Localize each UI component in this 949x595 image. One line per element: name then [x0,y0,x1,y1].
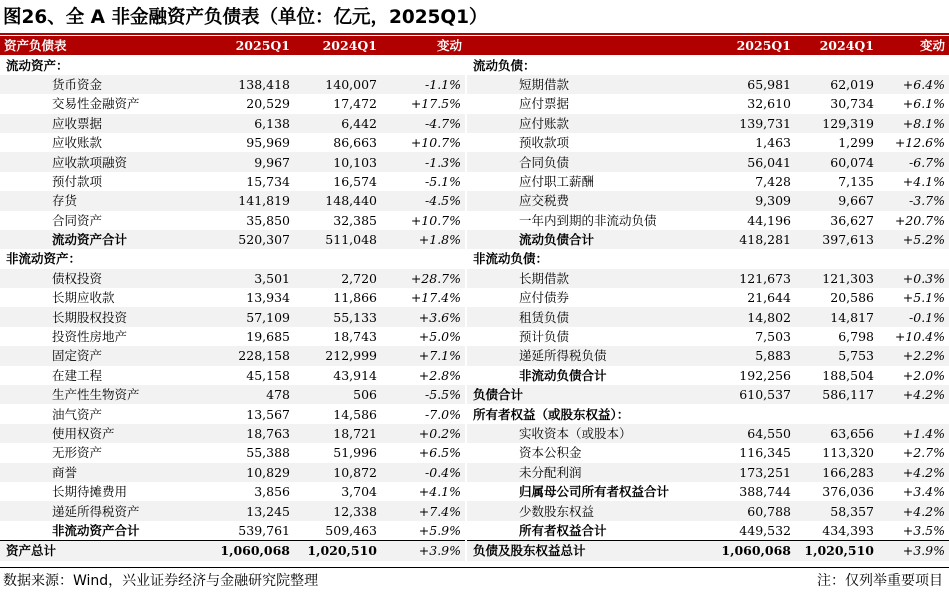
table-row [0,172,949,191]
right-item-name: 租赁负债 [466,307,715,326]
table-row [0,366,949,385]
right-value-2024q1: 121,303 [795,269,878,288]
right-change [878,55,949,74]
left-change: +5.0% [381,327,466,346]
right-value-2024q1: 129,319 [795,114,878,133]
left-item-name: 预付款项 [52,173,103,189]
table-row [0,75,949,94]
left-value-2024q1: 511,048 [294,230,381,249]
left-change: +2.8% [381,366,466,385]
right-item-name: 应付票据 [519,96,570,112]
left-value-2024q1: 18,721 [294,424,381,443]
right-item-name: 流动负债合计 [466,230,715,249]
left-value-2025q1: 539,761 [238,522,290,538]
right-value-2025q1: 173,251 [715,463,795,482]
table-row [0,55,949,74]
right-item-name: 资本公积金 [519,445,582,461]
right-item-name: 负债及股东权益总计 [466,541,715,561]
right-value-2024q1: 188,504 [822,367,874,383]
left-value-2024q1 [294,249,381,268]
table-row [0,152,949,171]
left-item-name: 债权投资 [0,269,210,288]
right-value-2025q1: 21,644 [747,290,791,306]
right-change: +12.6% [894,135,945,151]
right-value-2025q1 [715,404,795,423]
left-change: +4.1% [381,482,466,501]
left-value-2025q1: 10,829 [210,463,294,482]
left-value-2025q1: 3,501 [210,269,294,288]
right-value-2024q1: 9,667 [795,191,878,210]
table-row [0,521,949,541]
right-value-2024q1: 1,020,510 [795,541,878,561]
right-value-2024q1 [795,55,878,74]
left-value-2024q1: 17,472 [333,96,377,112]
table-row [0,249,949,268]
right-change: -0.1% [878,307,949,326]
left-change: +0.2% [381,424,466,443]
right-change: +4.2% [878,501,949,520]
right-item-name: 少数股东权益 [466,501,715,520]
right-value-2024q1: 58,357 [795,501,878,520]
left-item-name: 非流动资产： [6,251,82,267]
header-left-label: 资产负债表 [0,36,210,55]
right-value-2025q1: 9,309 [715,191,795,210]
right-value-2025q1: 5,883 [715,346,795,365]
right-value-2025q1: 121,673 [715,269,795,288]
left-value-2024q1: 509,463 [325,522,377,538]
left-change: -7.0% [381,404,466,423]
right-value-2024q1: 376,036 [822,484,874,500]
left-item-name: 资产总计 [0,541,210,561]
table-row [0,385,949,404]
left-value-2025q1: 18,763 [210,424,294,443]
right-item-name: 应付债券 [519,290,570,306]
left-item-name: 固定资产 [0,346,210,365]
right-change: -6.7% [878,152,949,171]
right-value-2025q1: 1,463 [755,135,791,151]
left-value-2024q1: 140,007 [294,75,381,94]
left-value-2025q1: 19,685 [246,329,290,345]
left-value-2025q1: 6,138 [210,114,294,133]
right-value-2024q1: 63,656 [795,424,878,443]
right-change: +8.1% [878,114,949,133]
left-value-2025q1: 55,388 [246,445,290,461]
right-item-name: 短期借款 [466,75,715,94]
header-right-label [466,36,715,55]
left-value-2025q1: 13,934 [246,290,290,306]
right-value-2025q1: 14,802 [715,307,795,326]
right-value-2025q1: 418,281 [715,230,795,249]
left-value-2024q1: 6,442 [294,114,381,133]
left-item-name: 无形资产 [52,445,103,461]
left-item-name: 长期股权投资 [0,307,210,326]
title-rule [0,33,949,35]
source-note: 数据来源：Wind，兴业证券经济与金融研究院整理 [3,573,319,589]
right-value-2025q1: 388,744 [739,484,791,500]
right-change: +1.4% [878,424,949,443]
table-row [0,269,949,288]
table-row [0,346,949,365]
right-value-2025q1: 32,610 [747,96,791,112]
right-item-name: 实收资本（或股本） [466,424,715,443]
right-change: +5.1% [902,290,945,306]
table-row [0,191,949,210]
left-value-2024q1: 18,743 [333,329,377,345]
left-item-name: 长期应收款 [52,290,115,306]
left-item-name: 使用权资产 [0,424,210,443]
left-change: -4.7% [381,114,466,133]
right-change [878,249,949,268]
right-change: +4.1% [902,173,945,189]
right-value-2025q1: 7,428 [755,173,791,189]
left-value-2024q1: 10,872 [294,463,381,482]
left-item-name: 货币资金 [0,75,210,94]
header-change: 变动 [381,36,466,55]
left-change [381,249,466,268]
right-value-2025q1: 65,981 [715,75,795,94]
left-change: +7.1% [381,346,466,365]
header-2025q1-right: 2025Q1 [715,36,795,55]
left-value-2025q1 [210,55,294,74]
table-row [0,443,949,462]
right-value-2024q1: 20,586 [830,290,874,306]
right-item-name: 非流动负债： [473,251,549,267]
left-value-2024q1: 10,103 [294,152,381,171]
table-row [0,230,949,249]
table-row [0,327,949,346]
left-value-2024q1: 2,720 [294,269,381,288]
left-item-name: 流动资产合计 [0,230,210,249]
left-item-name: 投资性房地产 [52,329,128,345]
left-change: +3.6% [381,307,466,326]
left-value-2025q1: 45,158 [246,367,290,383]
left-value-2025q1: 20,529 [246,96,290,112]
left-value-2025q1: 228,158 [210,346,294,365]
left-item-name: 在建工程 [52,367,103,383]
left-value-2025q1: 138,418 [210,75,294,94]
right-value-2025q1: 139,731 [715,114,795,133]
left-value-2024q1: 32,385 [333,212,377,228]
left-value-2025q1 [210,249,294,268]
left-change: +28.7% [381,269,466,288]
table-row [0,307,949,326]
right-change: +2.0% [902,367,945,383]
right-value-2024q1: 113,320 [822,445,874,461]
right-value-2025q1: 7,503 [755,329,791,345]
right-value-2025q1: 60,788 [715,501,795,520]
left-value-2025q1: 478 [210,385,294,404]
right-item-name: 流动负债： [473,57,536,73]
left-change: -1.3% [381,152,466,171]
table-row [0,94,949,113]
footnote: 注：仅列举重要项目 [817,573,943,589]
balance-sheet-table [0,36,949,561]
right-value-2025q1: 44,196 [747,212,791,228]
right-value-2025q1: 610,537 [715,385,795,404]
left-change: -1.1% [381,75,466,94]
right-item-name: 所有者权益（或股东权益）： [473,406,630,422]
header-change-right: 变动 [878,36,949,55]
right-value-2025q1: 449,532 [739,522,791,538]
right-item-name: 所有者权益合计 [519,522,607,538]
right-change: +4.2% [878,463,949,482]
right-value-2024q1: 397,613 [795,230,878,249]
left-change: +10.7% [381,211,466,230]
right-value-2025q1: 1,060,068 [715,541,795,561]
table-row [0,211,949,230]
left-change: -5.1% [381,172,466,191]
right-item-name: 预收款项 [519,135,570,151]
left-change: +5.9% [381,521,466,541]
left-value-2024q1: 12,338 [294,501,381,520]
right-change: +3.5% [902,522,945,538]
left-value-2024q1: 11,866 [333,290,377,306]
left-value-2024q1: 16,574 [333,173,377,189]
table-row [0,288,949,307]
right-value-2024q1 [795,249,878,268]
right-value-2024q1: 5,753 [795,346,878,365]
left-item-name: 商誉 [0,463,210,482]
table-row [0,501,949,520]
right-value-2024q1: 14,817 [795,307,878,326]
left-change: -5.5% [381,385,466,404]
right-item-name: 预计负债 [519,329,570,345]
left-change [381,55,466,74]
left-value-2025q1: 141,819 [210,191,294,210]
left-item-name: 应收款项融资 [0,152,210,171]
left-value-2025q1: 520,307 [210,230,294,249]
right-change: +2.7% [902,445,945,461]
left-change: +17.4% [381,288,466,307]
left-value-2025q1: 9,967 [210,152,294,171]
right-item-name: 一年内到期的非流动负债 [519,212,657,228]
left-item-name: 应收票据 [0,114,210,133]
right-item-name: 应交税费 [466,191,715,210]
left-value-2025q1: 35,850 [246,212,290,228]
left-value-2024q1: 51,996 [333,445,377,461]
table-row [0,541,949,561]
left-value-2025q1: 15,734 [246,173,290,189]
right-change: +2.2% [878,346,949,365]
right-value-2024q1: 6,798 [838,329,874,345]
left-change: +6.5% [381,443,466,462]
table-header-row [0,36,949,55]
right-value-2025q1: 192,256 [739,367,791,383]
left-item-name: 存货 [0,191,210,210]
right-change: +4.2% [878,385,949,404]
table-row [0,424,949,443]
right-change [878,404,949,423]
left-item-name: 合同资产 [52,212,103,228]
left-value-2025q1: 13,567 [246,406,290,422]
left-change: +17.5% [381,94,466,113]
table-row [0,133,949,152]
left-item-name: 油气资产 [52,406,103,422]
right-value-2024q1: 60,074 [795,152,878,171]
left-value-2024q1: 3,704 [341,484,377,500]
right-item-name: 递延所得税负债 [466,346,715,365]
right-item-name: 应付职工薪酬 [519,173,595,189]
table-row [0,482,949,501]
right-value-2024q1: 36,627 [830,212,874,228]
right-change: +20.7% [894,212,945,228]
left-value-2025q1: 3,856 [254,484,290,500]
left-item-name: 长期待摊费用 [52,484,128,500]
right-value-2024q1: 30,734 [830,96,874,112]
right-value-2024q1: 7,135 [838,173,874,189]
right-item-name: 应付账款 [466,114,715,133]
left-value-2024q1: 43,914 [333,367,377,383]
left-value-2024q1: 148,440 [294,191,381,210]
left-item-name: 生产性生物资产 [0,385,210,404]
left-item-name: 递延所得税资产 [0,501,210,520]
left-value-2025q1: 1,060,068 [210,541,294,561]
left-item-name: 非流动资产合计 [52,522,140,538]
right-change: +5.2% [878,230,949,249]
right-item-name: 合同负债 [466,152,715,171]
left-item-name: 应收账款 [52,135,103,151]
right-change: -3.7% [878,191,949,210]
table-row [0,463,949,482]
right-value-2025q1 [715,249,795,268]
table-body [0,55,949,560]
left-value-2024q1: 1,020,510 [294,541,381,561]
right-value-2024q1: 434,393 [822,522,874,538]
right-change: +3.4% [902,484,945,500]
right-change: +6.1% [902,96,945,112]
left-value-2024q1: 55,133 [294,307,381,326]
right-change: +6.4% [878,75,949,94]
left-value-2024q1: 86,663 [333,135,377,151]
left-change: -0.4% [381,463,466,482]
left-change: +3.9% [381,541,466,561]
right-change: +10.4% [894,329,945,345]
left-value-2025q1: 95,969 [246,135,290,151]
right-value-2024q1: 1,299 [838,135,874,151]
right-value-2024q1 [795,404,878,423]
right-item-name: 长期借款 [466,269,715,288]
left-value-2024q1: 506 [294,385,381,404]
right-change: +0.3% [878,269,949,288]
left-value-2024q1: 14,586 [333,406,377,422]
right-value-2025q1: 116,345 [739,445,791,461]
table-row [0,404,949,423]
left-change: +1.8% [381,230,466,249]
left-value-2025q1: 57,109 [210,307,294,326]
left-value-2024q1 [294,55,381,74]
left-change: +7.4% [381,501,466,520]
right-value-2025q1: 64,550 [715,424,795,443]
right-value-2024q1: 62,019 [795,75,878,94]
right-item-name: 负债合计 [466,385,715,404]
header-2024q1-right: 2024Q1 [795,36,878,55]
right-change: +3.9% [878,541,949,561]
table-row [0,114,949,133]
right-value-2024q1: 586,117 [795,385,878,404]
left-item-name: 流动资产： [6,57,69,73]
left-value-2025q1: 13,245 [210,501,294,520]
right-item-name: 归属母公司所有者权益合计 [519,484,670,500]
right-item-name: 非流动负债合计 [519,367,607,383]
left-change: -4.5% [381,191,466,210]
left-item-name: 交易性金融资产 [52,96,140,112]
header-2025q1: 2025Q1 [210,36,294,55]
right-item-name: 未分配利润 [466,463,715,482]
left-value-2024q1: 212,999 [294,346,381,365]
footer-rule [0,567,949,568]
header-2024q1: 2024Q1 [294,36,381,55]
right-value-2025q1 [715,55,795,74]
right-value-2024q1: 166,283 [795,463,878,482]
figure-title: 图26、全 A 非金融资产负债表（单位：亿元，2025Q1） [3,7,488,28]
left-change: +10.7% [381,133,466,152]
right-value-2025q1: 56,041 [715,152,795,171]
